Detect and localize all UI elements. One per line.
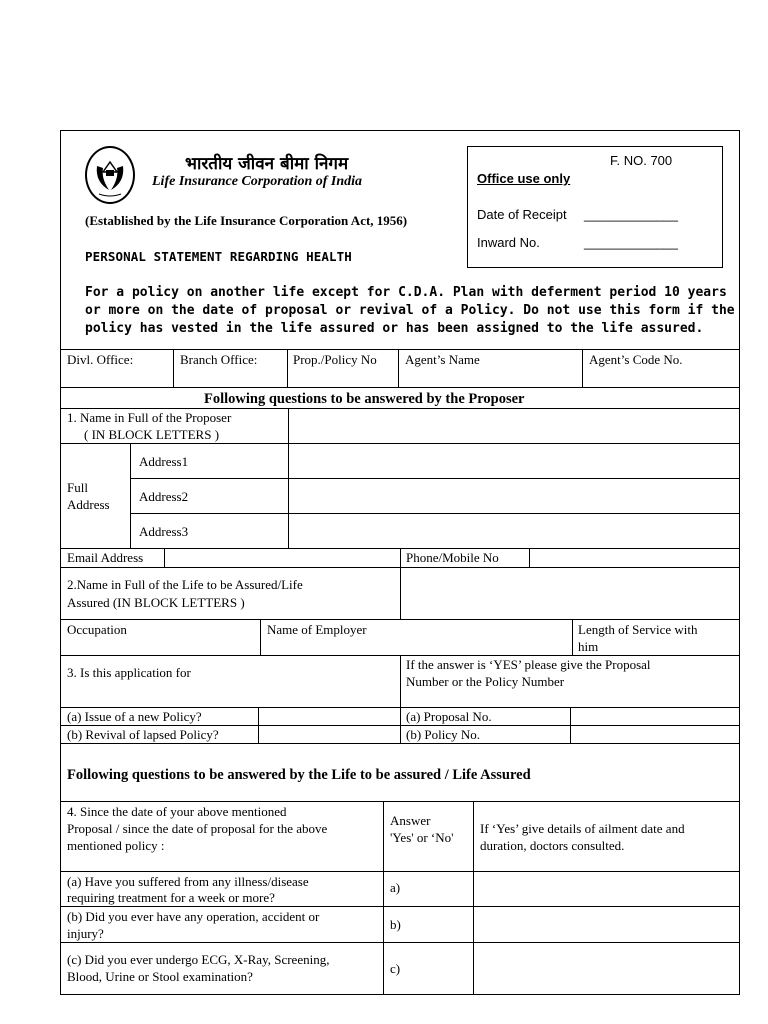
q4a-details-field[interactable] [475,872,738,905]
address3-field[interactable] [290,515,738,547]
address2-field[interactable] [290,480,738,512]
service-length-label: Length of Service with [578,622,698,637]
org-name-hindi: भारतीय जीवन बीमा निगम [185,154,349,174]
policy-no-field[interactable] [572,726,738,742]
branch-office-label: Branch Office: [180,352,258,367]
row-line [130,513,740,514]
row-line [60,801,740,802]
agent-code-label: Agent’s Code No. [589,352,683,367]
q4b-answer-field[interactable]: b) [390,917,401,932]
full-address-label: Full [67,480,88,495]
q3a-label: (a) Issue of a new Policy? [67,709,202,724]
row-line [130,478,740,479]
address2-label: Address2 [139,489,189,504]
life-assured-heading: Following questions to be answered by the Life to be assured / Life Assured [67,767,531,783]
form-title: PERSONAL STATEMENT REGARDING HEALTH [85,249,352,264]
answer-header: Answer [390,813,431,828]
answer-header-2: 'Yes' or ‘No' [390,830,454,845]
col-line [287,349,288,387]
q3b-field[interactable] [260,726,399,742]
col-line [130,443,131,548]
address3-label: Address3 [139,524,189,539]
office-use-title: Office use only [477,171,571,186]
full-address-label-2: Address [67,497,110,512]
receipt-field[interactable]: _____________ [584,207,678,222]
q3-right-label: If the answer is ‘YES’ please give the Proposal [406,657,651,672]
col-line [258,707,259,743]
instructions: For a policy on another life except for C.D.A. Plan with deferment period 10 years or more on the date of proposal or revival of a Policy. Do not use this form if the policy has vested in the life assured or has been assigned to the life assured. [85,285,735,336]
row-line [60,619,740,620]
email-label: Email Address [67,550,144,565]
q1-label: 1. Name in Full of the Proposer [67,410,232,425]
col-line [400,655,401,743]
agent-name-label: Agent’s Name [405,352,480,367]
row-line [60,743,740,744]
phone-field[interactable] [531,549,738,566]
service-length-label-2: him [578,639,599,654]
proposer-heading: Following questions to be answered by the Proposer [204,391,525,407]
q3-right-label-2: Number or the Policy Number [406,674,565,689]
q4c-answer-field[interactable]: c) [390,961,401,976]
life-assured-name-field[interactable] [402,569,738,618]
col-line [383,801,384,995]
row-line [60,349,740,350]
q4b-details-field[interactable] [475,907,738,941]
q3a-field[interactable] [260,708,399,724]
lic-logo-icon [85,146,135,204]
occupation-label: Occupation [67,622,127,637]
col-line [572,619,573,655]
q4-label-2: Proposal / since the date of proposal for the above [67,821,328,836]
inward-field[interactable]: _____________ [584,235,678,250]
row-line [60,408,740,409]
col-line [570,707,571,743]
policy-no-label: Prop./Policy No [293,352,377,367]
row-line [60,387,740,388]
employer-label: Name of Employer [267,622,367,637]
org-name-english: Life Insurance Corporation of India [152,174,363,189]
q4-label-3: mentioned policy : [67,838,165,853]
q4c-details-field[interactable] [475,943,738,994]
q2-label-sub: Assured (IN BLOCK LETTERS ) [67,595,245,610]
details-header: If ‘Yes’ give details of ailment date and [480,821,685,836]
established-note: (Established by the Life Insurance Corporation Act, 1956) [85,213,408,228]
email-field[interactable] [166,549,398,566]
col-line [400,567,401,619]
divl-office-label: Divl. Office: [67,352,134,367]
q4a-label-2: requiring treatment for a week or more? [67,890,275,905]
q4-label: 4. Since the date of your above mentioned [67,804,287,819]
col-line [582,349,583,387]
q4c-label: (c) Did you ever undergo ECG, X-Ray, Screening, [67,952,330,967]
col-line [473,801,474,995]
inward-label: Inward No. [477,235,540,250]
q3b-label: (b) Revival of lapsed Policy? [67,727,219,742]
q3-label: 3. Is this application for [67,665,191,680]
col-line [529,548,530,567]
q4a-label: (a) Have you suffered from any illness/disease [67,874,309,889]
q1-label-sub: ( IN BLOCK LETTERS ) [84,427,220,442]
q4b-label: (b) Did you ever have any operation, accident or [67,909,320,924]
proposer-name-field[interactable] [290,410,738,442]
q4a-answer-field[interactable]: a) [390,880,401,895]
q4b-label-2: injury? [67,926,104,941]
address1-label: Address1 [139,454,189,469]
col-line [260,619,261,655]
col-line [164,548,165,567]
address1-field[interactable] [290,445,738,477]
phone-label: Phone/Mobile No [406,550,499,565]
col-line [400,548,401,567]
col-line [288,408,289,548]
policy-no-field-label: (b) Policy No. [406,727,481,742]
row-line [60,443,740,444]
proposal-no-label: (a) Proposal No. [406,709,492,724]
q4c-label-2: Blood, Urine or Stool examination? [67,969,253,984]
receipt-label: Date of Receipt [477,207,567,222]
details-header-2: duration, doctors consulted. [480,838,625,853]
proposal-no-field[interactable] [572,708,738,724]
col-line [173,349,174,387]
form-number: F. NO. 700 [610,153,673,168]
col-line [398,349,399,387]
q2-label: 2.Name in Full of the Life to be Assured/Life [67,577,303,592]
